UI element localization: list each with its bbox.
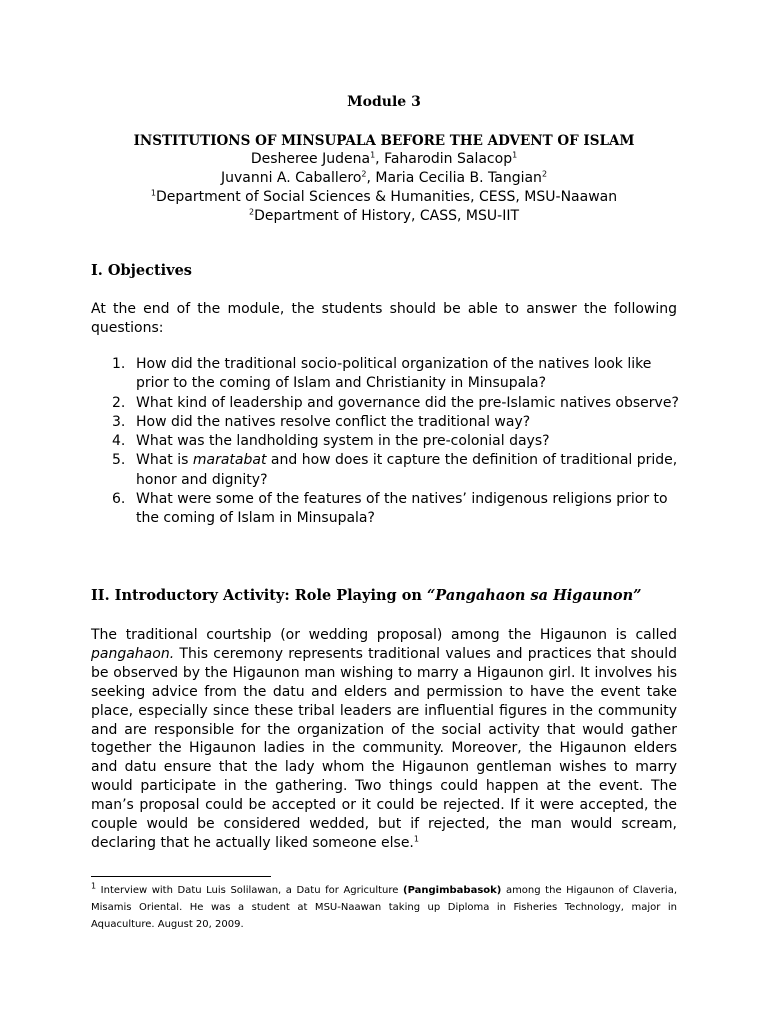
objectives-list [91, 355, 681, 529]
author-name: Maria Cecilia B. Tangian [375, 170, 542, 186]
affiliation-marker: 1 [512, 150, 518, 160]
paragraph-text: The traditional courtship (or wedding proposal) among the Higaunon is called [91, 627, 677, 643]
activity-heading [91, 587, 641, 604]
list-item [91, 355, 681, 394]
footnote-bold-term: (Pangimbabasok) [403, 885, 502, 896]
affiliation-2 [0, 207, 768, 226]
list-text: How did the natives resolve conflict the traditional way? [136, 413, 531, 430]
footnote-marker: 1 [91, 881, 97, 891]
objectives-heading: I. Objectives [91, 262, 192, 279]
module-label: Module 3 [347, 94, 421, 110]
affiliation-marker: 1 [150, 188, 156, 198]
list-text: What were some of the features of the natives’ indigenous religions prior to the coming of Islam in Minsupala? [136, 491, 668, 527]
italic-term: maratabat [192, 452, 267, 469]
activity-paragraph [91, 626, 677, 853]
footnote-text: among the Higaunon of Claveria, Misamis Oriental. He was a student at MSU-Naawan taking up Diploma in Fisheries Technology, major in Aquaculture. August 20, 2009. [91, 885, 677, 930]
list-text: How did the traditional socio-political organization of the natives look like prior to the coming of Islam and Christianity in Minsupala? [136, 356, 652, 392]
affiliation-text: Department of Social Sciences & Humanities, CESS, MSU-Naawan [155, 189, 618, 205]
list-number: 2. [112, 394, 126, 411]
list-text-post: and how does it capture the definition of traditional pride, honor and dignity? [136, 452, 678, 488]
list-number: 3. [112, 413, 126, 430]
author-name: Juvanni A. Caballero [220, 170, 362, 186]
list-item [91, 394, 681, 413]
list-item [91, 451, 681, 490]
list-item [91, 413, 681, 432]
author-separator: , [375, 151, 385, 167]
objectives-intro: At the end of the module, the students should be able to answer the following questions: [91, 301, 677, 336]
paragraph-text: This ceremony represents traditional values and practices that should be observed by the Higaunon man wishing to marry a Higaunon girl. It involves his seeking advice from the datu and elders and permission to have the event take place, especially since these tribal leaders are influential figures in the community and are responsible for the organization of the social activity that would gather together the Higaunon ladies in the community. Moreover, the Higaunon elders and datu ensure that the lady whom the Higaunon gentleman wishes to marry would participate in the gathering. Two things could happen at the event. The man’s proposal could be accepted or it could be rejected. If it were accepted, the couple would be considered wedded, but if rejected, the man would scream, declaring that he actually liked someone else. [91, 645, 677, 851]
affiliation-1 [0, 188, 768, 207]
list-text: What kind of leadership and governance did the pre-Islamic natives observe? [136, 394, 679, 411]
affiliation-marker: 2 [361, 169, 367, 179]
list-number: 4. [112, 433, 126, 450]
activity-heading-text: II. Introductory Activity: Role Playing on [91, 587, 427, 604]
authors-line-2 [0, 169, 768, 188]
author-name: Faharodin Salacop [384, 151, 513, 167]
author-separator: , [366, 170, 376, 186]
footnote-text: Interview with Datu Luis Solilawan, a Datu for Agriculture [96, 885, 404, 896]
affiliation-marker: 2 [248, 207, 255, 217]
authors-line-1 [0, 150, 768, 169]
list-text: What was the landholding system in the pre-colonial days? [136, 433, 550, 450]
footnote-divider [91, 876, 271, 877]
italic-term: pangahaon. [91, 645, 175, 662]
footnote-reference: 1 [413, 834, 419, 844]
author-name: Desheree Judena [250, 151, 371, 167]
list-number: 5. [112, 452, 126, 469]
affiliation-text: Department of History, CASS, MSU-IIT [254, 208, 519, 224]
footnote [91, 882, 677, 933]
list-item [91, 432, 681, 451]
affiliation-marker: 1 [370, 150, 376, 160]
list-text-pre: What is [136, 452, 193, 469]
affiliation-marker: 2 [541, 169, 548, 179]
document-title: INSTITUTIONS OF MINSUPALA BEFORE THE ADVENT OF ISLAM [133, 133, 635, 149]
list-number: 6. [112, 491, 126, 508]
list-number: 1. [112, 356, 126, 372]
list-item [91, 490, 681, 529]
activity-heading-title: “Pangahaon sa Higaunon” [426, 587, 642, 604]
